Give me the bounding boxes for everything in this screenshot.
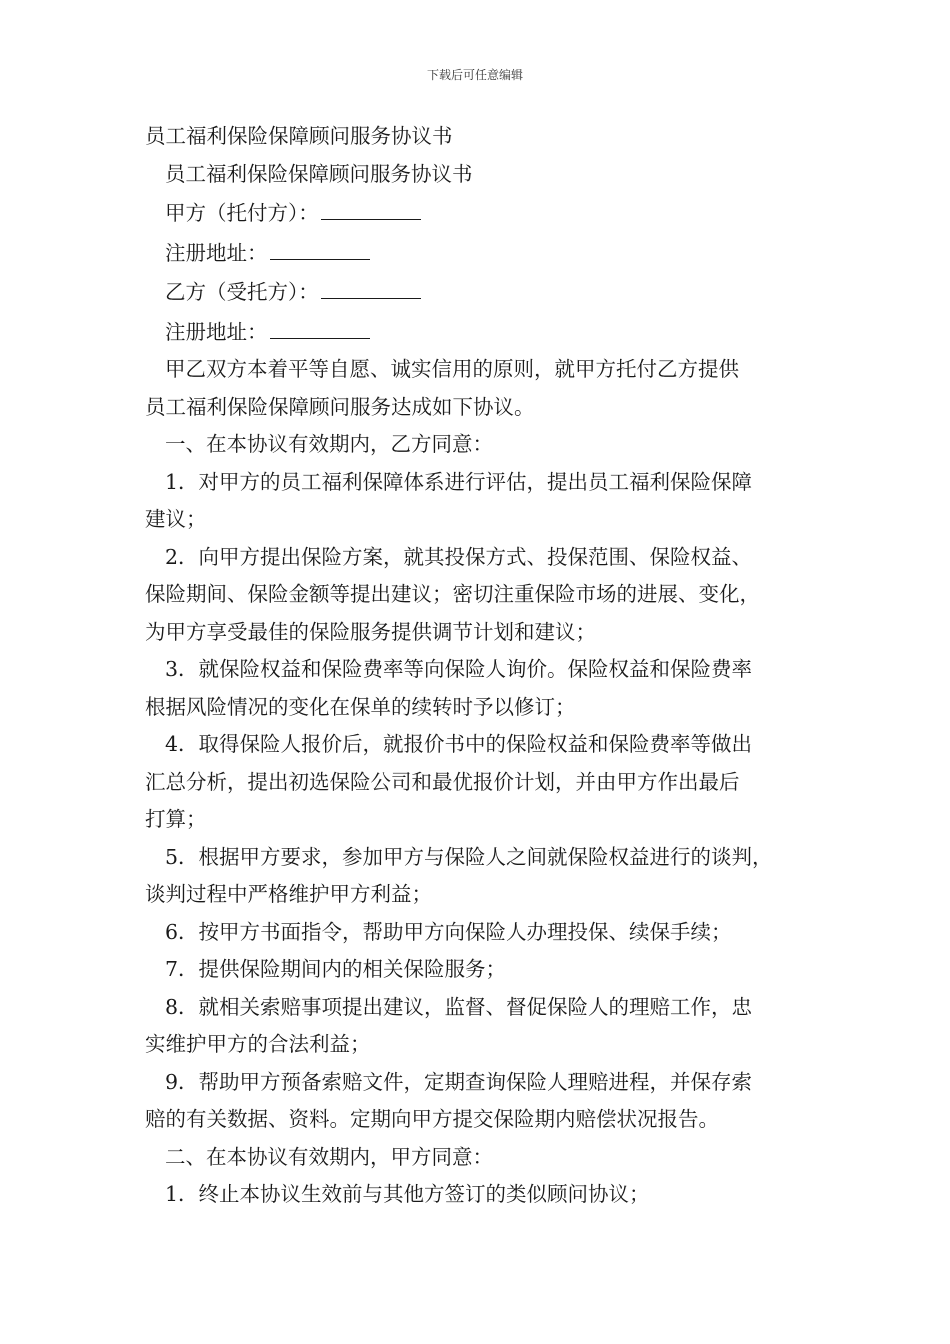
party-b-line — [145, 272, 825, 312]
clause-line: 5．根据甲方要求，参加甲方与保险人之间就保险权益进行的谈判， — [165, 844, 773, 869]
intro-line: 员工福利保险保障顾问服务达成如下协议。 — [145, 394, 535, 419]
clause-line: 6．按甲方书面指令，帮助甲方向保险人办理投保、续保手续； — [165, 919, 732, 944]
clause-line: 根据风险情况的变化在保单的续转时予以修订； — [145, 694, 576, 719]
clause-line: 2．向甲方提出保险方案，就其投保方式、投保范围、保险权益、 — [165, 544, 753, 569]
party-a-address-blank — [270, 233, 370, 260]
clause-line: 实维护甲方的合法利益； — [145, 1032, 371, 1056]
clause-line: 保险期间、保险金额等提出建议；密切注重保险市场的进展、变化， — [145, 582, 760, 606]
party-b-blank — [321, 272, 421, 299]
party-a-address-label: 注册地址： — [165, 240, 268, 265]
section-1-heading: 一、在本协议有效期内，乙方同意： — [165, 432, 493, 456]
clause-line: 打算； — [145, 807, 207, 831]
party-b-label: 乙方（受托方）： — [165, 280, 319, 304]
intro-line: 甲乙双方本着平等自愿、诚实信用的原则，就甲方托付乙方提供 — [165, 357, 739, 381]
clause-line: 建议； — [145, 507, 207, 531]
clause-line: 4．取得保险人报价后，就报价书中的保险权益和保险费率等做出 — [165, 732, 753, 756]
party-a-address-line — [145, 233, 825, 273]
clause-line: 汇总分析，提出初选保险公司和最优报价计划，并由甲方作出最后 — [145, 769, 740, 794]
party-b-address-blank — [270, 312, 370, 339]
clause-line: 8．就相关索赔事项提出建议，监督、督促保险人的理赔工作，忠 — [165, 994, 753, 1019]
party-a-line — [145, 193, 825, 233]
document-subtitle: 员工福利保险保障顾问服务协议书 — [165, 161, 473, 186]
clause-line: 1．对甲方的员工福利保障体系进行评估，提出员工福利保险保障 — [165, 469, 753, 494]
clause-line: 谈判过程中严格维护甲方利益； — [145, 882, 432, 906]
clause-line: 9．帮助甲方预备索赔文件，定期查询保险人理赔进程，并保存索 — [165, 1069, 753, 1094]
document-title: 员工福利保险保障顾问服务协议书 — [145, 124, 453, 148]
clause-line: 为甲方享受最佳的保险服务提供调节计划和建议； — [145, 619, 596, 644]
clause-line: 7．提供保险期间内的相关保险服务； — [165, 957, 507, 981]
page-header-note: 下载后可任意编辑 — [426, 68, 523, 82]
party-b-address-line — [145, 312, 825, 352]
document-body — [145, 118, 825, 1214]
party-b-address-label: 注册地址： — [165, 319, 268, 344]
clause-line: 3．就保险权益和保险费率等向保险人询价。保险权益和保险费率 — [165, 657, 753, 681]
party-a-label: 甲方（托付方）： — [165, 201, 319, 225]
clause-line: 1．终止本协议生效前与其他方签订的类似顾问协议； — [165, 1182, 650, 1206]
party-a-blank — [321, 193, 421, 220]
clause-line: 赔的有关数据、资料。定期向甲方提交保险期内赔偿状况报告。 — [145, 1107, 719, 1131]
section-2-heading: 二、在本协议有效期内，甲方同意： — [165, 1144, 493, 1169]
